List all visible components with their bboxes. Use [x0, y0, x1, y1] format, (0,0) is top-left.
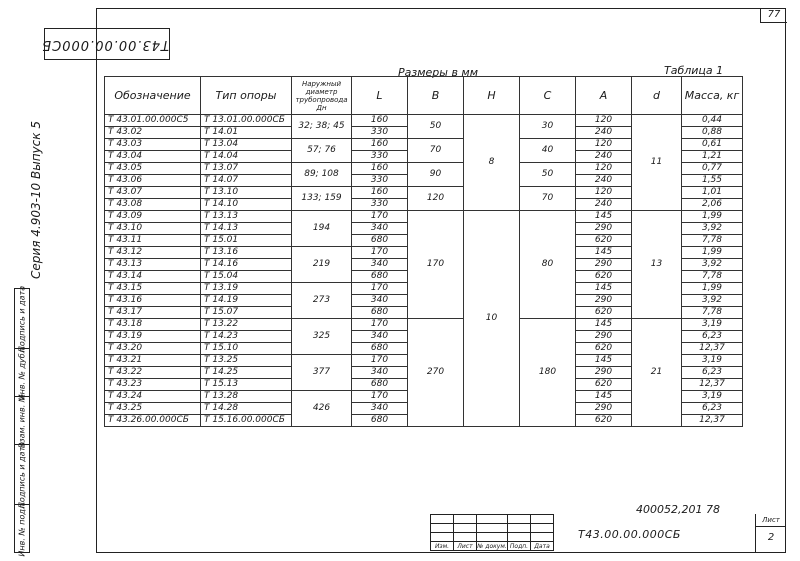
cell-L: 340: [352, 259, 408, 271]
cell-C: 180: [520, 319, 576, 427]
cell-mass: 1,55: [682, 175, 743, 187]
cell-C: 80: [520, 211, 576, 319]
cell-support-type: Т 14.23: [201, 331, 292, 343]
cell-A: 145: [576, 247, 632, 259]
cell-mass: 0,88: [682, 127, 743, 139]
cell-C: 40: [520, 139, 576, 163]
title-block-sheet: [755, 514, 786, 553]
cell-outer-diameter: 133; 159: [292, 187, 352, 211]
cell-support-type: Т 13.16: [201, 247, 292, 259]
cell-mass: 3,19: [682, 319, 743, 331]
cell-A: 240: [576, 127, 632, 139]
cell-support-type: Т 14.28: [201, 403, 292, 415]
cell-mass: 1,99: [682, 211, 743, 223]
header-A: A: [576, 77, 632, 115]
side-cell-sign-date-1: Подпись и дата: [14, 444, 30, 504]
cell-mass: 6,23: [682, 331, 743, 343]
bottom-note: 400052,201 78: [636, 503, 720, 516]
cell-d: 21: [632, 319, 682, 427]
cell-L: 170: [352, 211, 408, 223]
cell-outer-diameter: 426: [292, 391, 352, 427]
side-cell-orig-inv: Инв. № подл.: [14, 504, 30, 553]
cell-A: 240: [576, 199, 632, 211]
cell-outer-diameter: 194: [292, 211, 352, 247]
cell-support-type: Т 14.01: [201, 127, 292, 139]
cell-A: 120: [576, 163, 632, 175]
side-cell-replace-inv: Взам. инв. №: [14, 396, 30, 444]
cell-A: 620: [576, 307, 632, 319]
cell-designation: Т 43.18: [105, 319, 201, 331]
cell-designation: Т 43.25: [105, 403, 201, 415]
cell-designation: Т 43.06: [105, 175, 201, 187]
side-cell-sign-date-2: Подпись и дата: [14, 288, 30, 348]
cell-C: 30: [520, 115, 576, 139]
page-number: 77: [760, 8, 787, 23]
cell-support-type: Т 15.07: [201, 307, 292, 319]
cell-mass: 7,78: [682, 235, 743, 247]
cell-designation: Т 43.02: [105, 127, 201, 139]
cell-outer-diameter: 377: [292, 355, 352, 391]
cell-A: 290: [576, 295, 632, 307]
cell-B: 70: [408, 139, 464, 163]
header-support-type: Тип опоры: [201, 77, 292, 115]
table-caption: Таблица 1: [664, 64, 724, 77]
cell-A: 290: [576, 403, 632, 415]
tb-col-date: Дата: [531, 542, 554, 551]
cell-outer-diameter: 89; 108: [292, 163, 352, 187]
cell-A: 620: [576, 415, 632, 427]
table-header-row: [105, 77, 743, 115]
cell-designation: Т 43.08: [105, 199, 201, 211]
drawing-code-stamp: Т43.00.00.000СБ: [44, 28, 170, 60]
cell-L: 680: [352, 271, 408, 283]
cell-designation: Т 43.05: [105, 163, 201, 175]
cell-A: 145: [576, 319, 632, 331]
cell-designation: Т 43.10: [105, 223, 201, 235]
cell-H: 10: [464, 211, 520, 427]
cell-mass: 12,37: [682, 379, 743, 391]
cell-L: 680: [352, 415, 408, 427]
cell-H: 8: [464, 115, 520, 211]
cell-support-type: Т 13.28: [201, 391, 292, 403]
cell-support-type: Т 15.01: [201, 235, 292, 247]
cell-L: 170: [352, 391, 408, 403]
cell-mass: 6,23: [682, 367, 743, 379]
cell-L: 340: [352, 331, 408, 343]
cell-mass: 0,44: [682, 115, 743, 127]
cell-d: 11: [632, 115, 682, 211]
cell-designation: Т 43.24: [105, 391, 201, 403]
cell-L: 330: [352, 151, 408, 163]
cell-outer-diameter: 325: [292, 319, 352, 355]
cell-L: 160: [352, 163, 408, 175]
cell-mass: 1,01: [682, 187, 743, 199]
cell-L: 160: [352, 139, 408, 151]
cell-L: 160: [352, 187, 408, 199]
cell-mass: 3,92: [682, 223, 743, 235]
cell-support-type: Т 13.19: [201, 283, 292, 295]
tb-col-doc: № докум.: [477, 542, 507, 550]
cell-A: 290: [576, 223, 632, 235]
cell-L: 680: [352, 235, 408, 247]
cell-A: 290: [576, 367, 632, 379]
cell-L: 330: [352, 127, 408, 139]
cell-outer-diameter: 57; 76: [292, 139, 352, 163]
cell-L: 170: [352, 283, 408, 295]
header-d: d: [632, 77, 682, 115]
cell-support-type: Т 15.13: [201, 379, 292, 391]
cell-support-type: Т 14.07: [201, 175, 292, 187]
title-block: [430, 514, 786, 553]
cell-C: 70: [520, 187, 576, 211]
cell-mass: 1,99: [682, 247, 743, 259]
cell-support-type: Т 15.10: [201, 343, 292, 355]
cell-mass: 7,78: [682, 271, 743, 283]
cell-outer-diameter: 219: [292, 247, 352, 283]
cell-A: 120: [576, 139, 632, 151]
tb-col-change: Изм.: [431, 542, 454, 551]
header-designation: Обозначение: [105, 77, 201, 115]
cell-outer-diameter: 273: [292, 283, 352, 319]
cell-designation: Т 43.22: [105, 367, 201, 379]
cell-L: 330: [352, 199, 408, 211]
cell-A: 620: [576, 235, 632, 247]
cell-B: 270: [408, 319, 464, 427]
sheet-value: 2: [767, 532, 775, 543]
cell-designation: Т 43.16: [105, 295, 201, 307]
cell-support-type: Т 13.10: [201, 187, 292, 199]
cell-d: 13: [632, 211, 682, 319]
cell-L: 170: [352, 247, 408, 259]
table-body: [105, 77, 743, 427]
cell-support-type: Т 13.01.00.000СБ: [201, 115, 292, 127]
cell-designation: Т 43.17: [105, 307, 201, 319]
cell-B: 170: [408, 211, 464, 319]
table-row: [105, 319, 743, 331]
cell-mass: 12,37: [682, 415, 743, 427]
cell-A: 290: [576, 259, 632, 271]
sheet-label: Лист: [756, 514, 786, 527]
cell-C: 50: [520, 163, 576, 187]
cell-support-type: Т 14.10: [201, 199, 292, 211]
table-row: [105, 115, 743, 127]
title-block-revision-grid: [430, 514, 554, 551]
cell-designation: Т 43.07: [105, 187, 201, 199]
cell-mass: 3,19: [682, 391, 743, 403]
cell-designation: Т 43.03: [105, 139, 201, 151]
cell-B: 90: [408, 163, 464, 187]
header-L: L: [352, 77, 408, 115]
cell-support-type: Т 13.25: [201, 355, 292, 367]
cell-mass: 0,77: [682, 163, 743, 175]
cell-mass: 1,99: [682, 283, 743, 295]
header-mass: Масса, кг: [682, 77, 743, 115]
cell-designation: Т 43.12: [105, 247, 201, 259]
cell-L: 330: [352, 175, 408, 187]
series-note: Серия 4.903-10 Выпуск 5: [29, 121, 43, 279]
supports-table: [104, 76, 743, 427]
cell-designation: Т 43.09: [105, 211, 201, 223]
cell-A: 120: [576, 187, 632, 199]
cell-A: 240: [576, 151, 632, 163]
cell-L: 340: [352, 403, 408, 415]
cell-L: 340: [352, 223, 408, 235]
cell-mass: 7,78: [682, 307, 743, 319]
header-B: B: [408, 77, 464, 115]
cell-support-type: Т 14.25: [201, 367, 292, 379]
cell-L: 170: [352, 319, 408, 331]
cell-L: 680: [352, 307, 408, 319]
cell-designation: Т 43.19: [105, 331, 201, 343]
cell-designation: Т 43.20: [105, 343, 201, 355]
cell-support-type: Т 14.04: [201, 151, 292, 163]
cell-A: 290: [576, 331, 632, 343]
cell-designation: Т 43.14: [105, 271, 201, 283]
cell-designation: Т 43.23: [105, 379, 201, 391]
cell-support-type: Т 13.13: [201, 211, 292, 223]
cell-support-type: Т 14.16: [201, 259, 292, 271]
cell-B: 50: [408, 115, 464, 139]
cell-mass: 2,06: [682, 199, 743, 211]
cell-designation: Т 43.01.00.000С5: [105, 115, 201, 127]
table-row: [105, 211, 743, 223]
cell-A: 240: [576, 175, 632, 187]
cell-mass: 3,92: [682, 295, 743, 307]
cell-support-type: Т 15.16.00.000СБ: [201, 415, 292, 427]
header-C: C: [520, 77, 576, 115]
cell-A: 145: [576, 211, 632, 223]
cell-support-type: Т 14.13: [201, 223, 292, 235]
cell-support-type: Т 13.07: [201, 163, 292, 175]
tb-col-sign: Подп.: [508, 542, 531, 551]
cell-mass: 0,61: [682, 139, 743, 151]
cell-designation: Т 43.11: [105, 235, 201, 247]
side-approval-strip: [14, 285, 96, 557]
cell-L: 160: [352, 115, 408, 127]
cell-mass: 6,23: [682, 403, 743, 415]
cell-L: 340: [352, 295, 408, 307]
tb-col-sheet: Лист: [454, 542, 477, 551]
side-cell-dup-inv: Инв. № дубл.: [14, 348, 30, 396]
cell-mass: 12,37: [682, 343, 743, 355]
cell-support-type: Т 13.22: [201, 319, 292, 331]
cell-mass: 1,21: [682, 151, 743, 163]
cell-L: 170: [352, 355, 408, 367]
cell-A: 620: [576, 379, 632, 391]
cell-A: 145: [576, 355, 632, 367]
cell-support-type: Т 13.04: [201, 139, 292, 151]
header-outer-diameter: Наружный диаметр трубопровода Дн: [292, 77, 352, 115]
cell-designation: Т 43.26.00.000СБ: [105, 415, 201, 427]
cell-mass: 3,92: [682, 259, 743, 271]
cell-mass: 3,19: [682, 355, 743, 367]
cell-A: 120: [576, 115, 632, 127]
cell-L: 680: [352, 379, 408, 391]
cell-support-type: Т 15.04: [201, 271, 292, 283]
cell-L: 680: [352, 343, 408, 355]
cell-designation: Т 43.04: [105, 151, 201, 163]
header-H: H: [464, 77, 520, 115]
cell-support-type: Т 14.19: [201, 295, 292, 307]
cell-A: 620: [576, 271, 632, 283]
cell-designation: Т 43.13: [105, 259, 201, 271]
cell-outer-diameter: 32; 38; 45: [292, 115, 352, 139]
cell-A: 620: [576, 343, 632, 355]
cell-A: 145: [576, 283, 632, 295]
cell-A: 145: [576, 391, 632, 403]
dimensions-caption: Размеры в мм: [398, 66, 479, 79]
cell-L: 340: [352, 367, 408, 379]
cell-B: 120: [408, 187, 464, 211]
cell-designation: Т 43.21: [105, 355, 201, 367]
title-block-code: Т43.00.00.000СБ: [578, 528, 681, 541]
cell-designation: Т 43.15: [105, 283, 201, 295]
